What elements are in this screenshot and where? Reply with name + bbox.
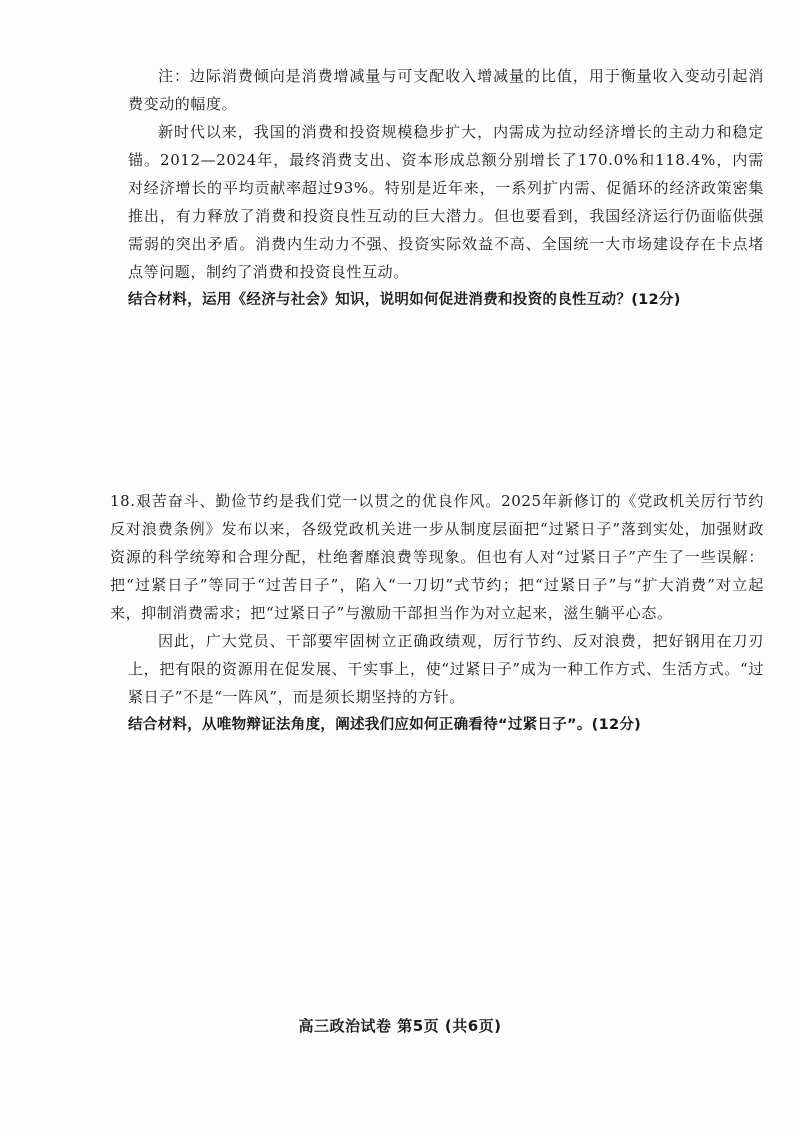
- question-18-para1: [110, 487, 764, 627]
- question-number: 18.: [110, 492, 136, 510]
- question-17-material: 新时代以来，我国的消费和投资规模稳步扩大，内需成为拉动经济增长的主动力和稳定锚。2012—2024年，最终消费支出、资本形成总额分别增长了170.0%和118.4%，内需对经济增长的平均贡献率超过93%。特别是近年来，一系列扩内需、促循环的经济政策密集推出，有力释放了消费和投资良性互动的巨大潜力。但也要看到，我国经济运行仍面临供强需弱的突出矛盾。消费内生动力不强、投资实际效益不高、全国统一大市场建设存在卡点堵点等问题，制约了消费和投资良性互动。: [128, 123, 764, 281]
- question-18-block: [110, 487, 764, 739]
- question-17-block: [128, 62, 764, 314]
- question-18-para1-text: 艰苦奋斗、勤俭节约是我们党一以贯之的优良作风。2025年新修订的《党政机关厉行节约反对浪费条例》发布以来，各级党政机关进一步从制度层面把“过紧日子”落到实处，加强财政资源的科学统筹和合理分配，杜绝奢靡浪费等现象。但也有人对“过紧日子”产生了一些误解：把“过紧日子”等同于“过苦日子”，陷入“一刀切”式节约；把“过紧日子”与“扩大消费”对立起来，抑制消费需求；把“过紧日子”与激励干部担当作为对立起来，滋生躺平心态。: [110, 492, 764, 622]
- question-17-prompt: 结合材料，运用《经济与社会》知识，说明如何促进消费和投资的良性互动？(12分): [128, 292, 681, 308]
- question-18-prompt: 结合材料，从唯物辩证法角度，阐述我们应如何正确看待“过紧日子”。(12分): [128, 717, 642, 733]
- question-17-note: 注：边际消费倾向是消费增减量与可支配收入增减量的比值，用于衡量收入变动引起消费变动的幅度。: [128, 67, 764, 113]
- page-footer: 高三政治试卷 第5页 (共6页): [298, 1017, 502, 1035]
- question-18-para2: 因此，广大党员、干部要牢固树立正确政绩观，厉行节约、反对浪费，把好钢用在刀刃上，把有限的资源用在促发展、干实事上，使“过紧日子”成为一种工作方式、生活方式。“过紧日子”不是“一阵风”，而是须长期坚持的方针。: [128, 632, 764, 706]
